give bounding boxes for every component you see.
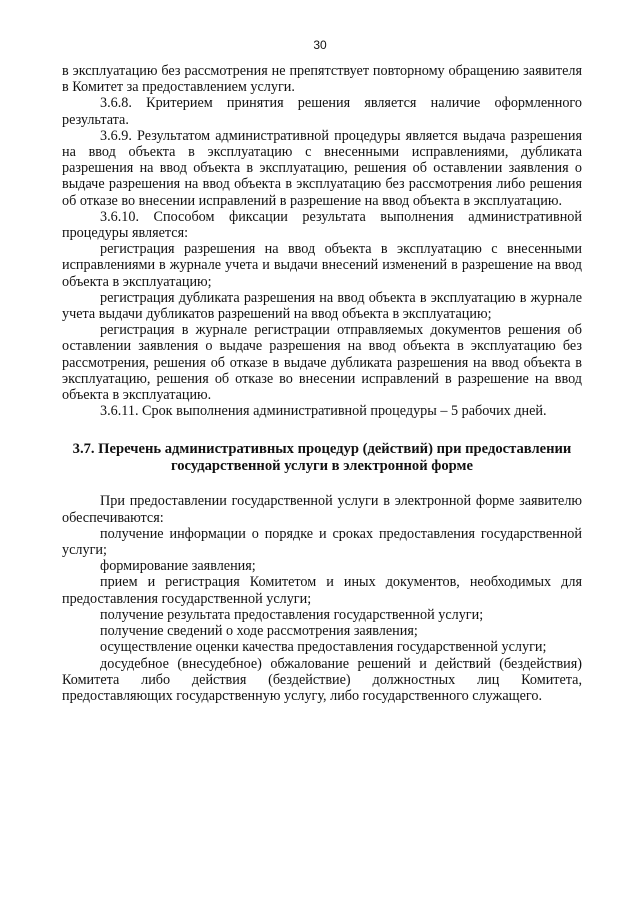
document-body <box>62 63 582 704</box>
page-number: 30 <box>313 38 327 52</box>
section-heading-3-7: 3.7. Перечень административных процедур (действий) при предоставлении государственной услуги в электронной форме <box>72 441 572 475</box>
list-item-result: получение результата предоставления государственной услуги; <box>100 606 484 623</box>
list-item-registration-duplicate: регистрация дубликата разрешения на ввод объекта в эксплуатацию в журнале учета выдачи дубликатов разрешений на ввод объекта в эксплуатацию; <box>62 289 582 323</box>
list-item-registration-corrected: регистрация разрешения на ввод объекта в эксплуатацию с внесенными исправлениями в журнале учета и выдачи внесений изменений в разрешение на ввод объекта в эксплуатацию; <box>62 241 582 290</box>
list-item-reception: прием и регистрация Комитетом и иных документов, необходимых для предоставления государственной услуги; <box>62 574 582 607</box>
paragraph-3-6-8: 3.6.8. Критерием принятия решения является наличие оформленного результата. <box>62 95 582 128</box>
list-item-status: получение сведений о ходе рассмотрения заявления; <box>100 623 418 640</box>
list-item-quality: осуществление оценки качества предоставления государственной услуги; <box>100 639 547 656</box>
paragraph-continuation: в эксплуатацию без рассмотрения не препятствует повторному обращению заявителя в Комитет за предоставлением услуги. <box>62 63 582 96</box>
paragraph-3-6-9: 3.6.9. Результатом административной процедуры является выдача разрешения на ввод объекта в эксплуатацию с внесенными исправлениями, дубликата разрешения на ввод объекта в эксплуатацию, решения об оставлении заявления о выдаче разрешения на ввод объекта в эксплуатацию без рассмотрения либо решения об отказе во внесении исправлений в разрешение на ввод объекта в эксплуатацию. <box>62 127 582 209</box>
paragraph-intro: При предоставлении государственной услуги в электронной форме заявителю обеспечиваются: <box>62 493 582 526</box>
list-item-registration-decisions: регистрация в журнале регистрации отправляемых документов решения об оставлении заявления о выдаче разрешения на ввод объекта в эксплуатацию без рассмотрения, решения об отказе в выдаче дубликата разрешения на ввод объекта в эксплуатацию, решения об отказе во внесении исправлений в разрешение на ввод объекта в эксплуатацию. <box>62 322 582 404</box>
list-item-form-request: формирование заявления; <box>100 558 256 575</box>
paragraph-3-6-11: 3.6.11. Срок выполнения административной процедуры – 5 рабочих дней. <box>100 403 547 420</box>
list-item-appeal: досудебное (внесудебное) обжалование решений и действий (бездействия) Комитета либо действия (бездействие) должностных лиц Комитета, предоставляющих государственную услугу, либо государственного служащего. <box>62 655 582 704</box>
list-item-information: получение информации о порядке и сроках предоставления государственной услуги; <box>62 525 582 559</box>
paragraph-3-6-10: 3.6.10. Способом фиксации результата выполнения административной процедуры является: <box>62 208 582 242</box>
